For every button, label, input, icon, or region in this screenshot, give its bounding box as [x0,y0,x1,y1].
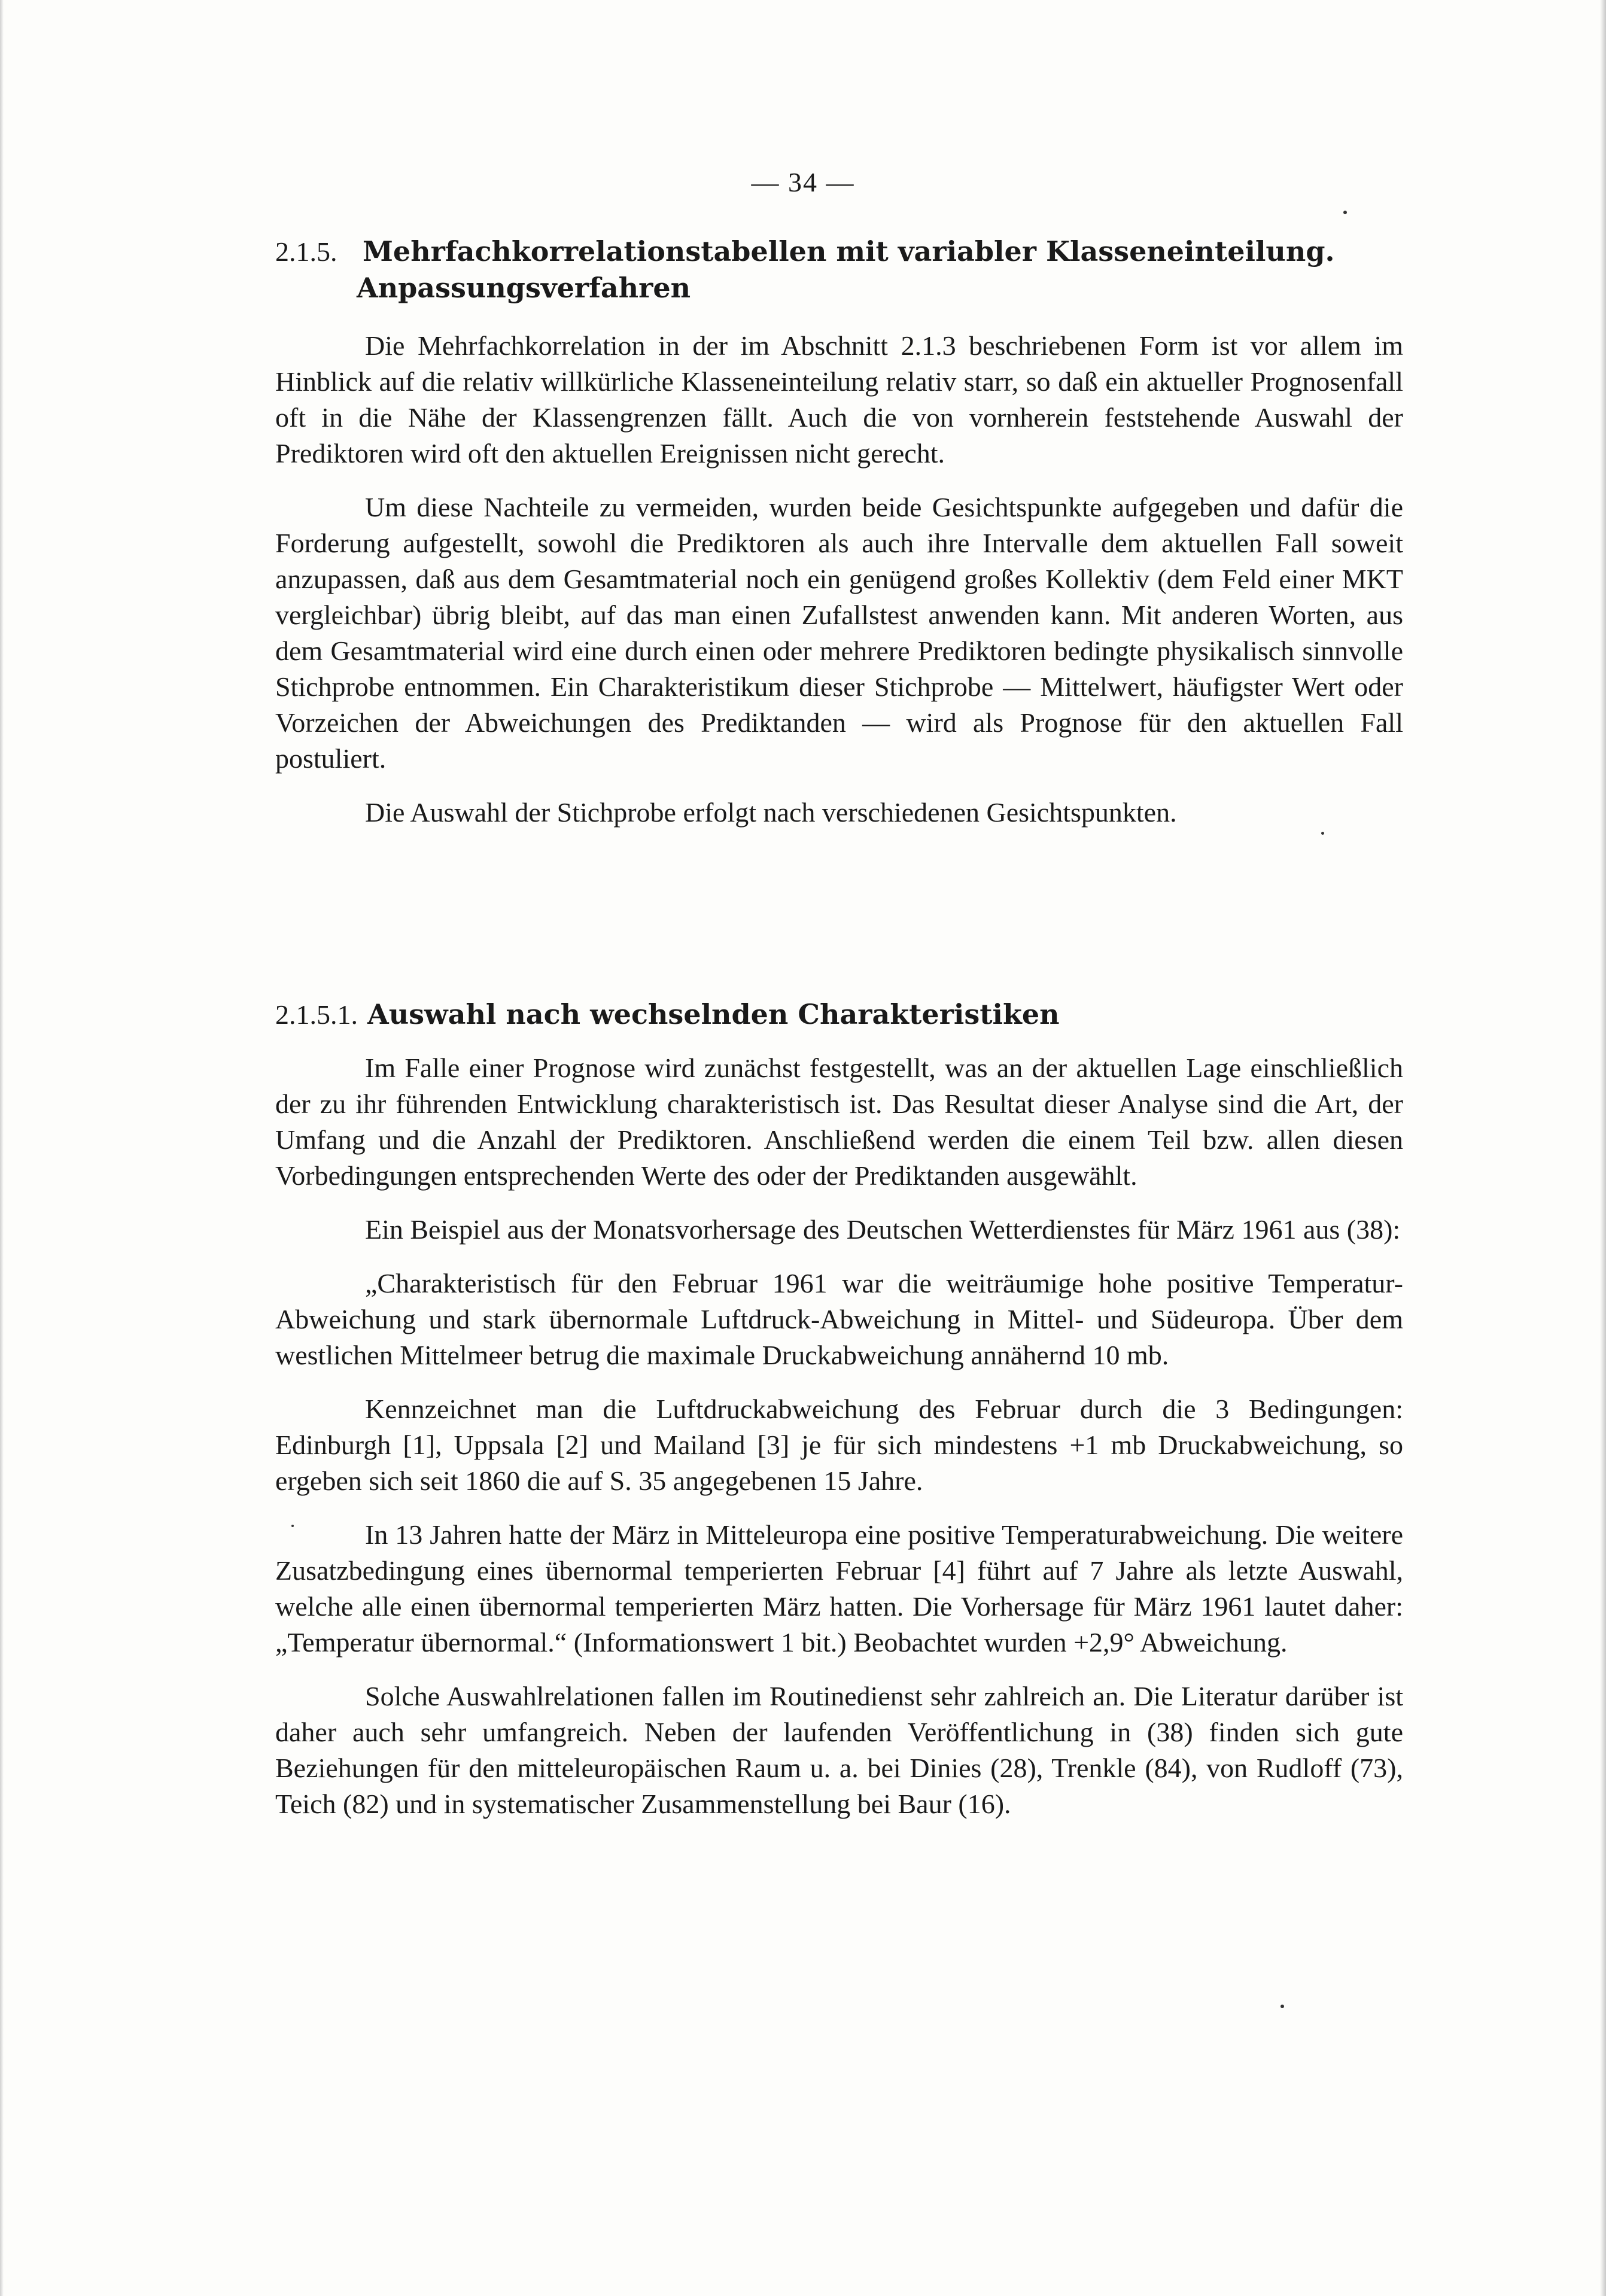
scan-edge-right [1600,0,1606,2296]
section-number: 2.1.5. [275,236,337,267]
paragraph: Kennzeichnet man die Luftdruckabweichung des Februar durch die 3 Bedingungen: Edinburgh [1], Uppsala [2] und Mailand [3] je für sich mindestens +1 mb Druckabweichung, so ergeben sich seit 1860 die auf S. 35 angegebenen 15 Jahre. [275,1394,1403,1496]
paragraph: In 13 Jahren hatte der März in Mitteleuropa eine positive Temperaturabweichung. Die weitere Zusatzbedingung eines übernormal temperierten Februar [4] führt auf 7 Jahre als letzte Auswahl, welche alle einen übernormal temperierten März hatten. Die Vorhersage für März 1961 lautet daher: „Temperatur übernormal.“ (Informationswert 1 bit.) Beobachtet wurden +2,9° Abweichung. [275,1519,1403,1658]
scan-edge-left [0,0,4,2296]
section-title: Auswahl nach wechselnden Charakteristiken [367,998,1060,1030]
scan-speck [1321,832,1324,835]
section-body-2-1-5 [275,328,1403,831]
section-heading-2-1-5-1 [275,996,1403,1033]
section-title-line2: Anpassungsverfahren [357,272,691,304]
paragraph: Die Auswahl der Stichprobe erfolgt nach verschiedenen Gesichtspunkten. [365,797,1177,828]
scan-speck [291,1525,294,1527]
scan-speck [1343,211,1347,214]
section-title-line1: Mehrfachkorrelationstabellen mit variabler Klasseneinteilung. [363,235,1335,267]
paragraph: Die Mehrfachkorrelation in der im Abschnitt 2.1.3 beschriebenen Form ist vor allem im Hinblick auf die relativ willkürliche Klasseneinteilung relativ starr, so daß ein aktueller Prognosenfall oft in die Nähe der Klassengrenzen fällt. Auch die von vornherein feststehende Auswahl der Prediktoren wird oft den aktuellen Ereignissen nicht gerecht. [275,330,1403,469]
paragraph: Ein Beispiel aus der Monatsvorhersage des Deutschen Wetterdienstes für März 1961 aus (38): [365,1214,1401,1245]
section-number: 2.1.5.1. [275,999,358,1030]
scan-speck [1280,2005,1284,2008]
section-heading-2-1-5 [275,233,1403,306]
section-body-2-1-5-1 [275,1050,1403,1822]
paragraph: Im Falle einer Prognose wird zunächst festgestellt, was an der aktuellen Lage einschließlich der zu ihr führenden Entwicklung charakteristisch ist. Das Resultat dieser Analyse sind die Art, der Umfang und die Anzahl der Prediktoren. Anschließend werden die einem Teil bzw. allen diesen Vorbedingungen entsprechenden Werte des oder der Prediktanden ausgewählt. [275,1053,1403,1191]
quote-paragraph: „Charakteristisch für den Februar 1961 war die weiträumige hohe positive Temperatur-Abweichung und stark übernormale Luftdruck-Abweichung in Mittel- und Südeuropa. Über dem westlichen Mittelmeer betrug die maximale Druckabweichung annähernd 10 mb. [275,1268,1403,1370]
page-number: — 34 — [751,167,855,197]
paragraph: Um diese Nachteile zu vermeiden, wurden beide Gesichtspunkte aufgegeben und dafür die Forderung aufgestellt, sowohl die Prediktoren als auch ihre Intervalle dem aktuellen Fall soweit anzupassen, daß aus dem Gesamtmaterial noch ein genügend großes Kollektiv (dem Feld einer MKT vergleichbar) übrig bleibt, auf das man einen Zufallstest anwenden kann. Mit anderen Worten, aus dem Gesamtmaterial wird eine durch einen oder mehrere Prediktoren bedingte physikalisch sinnvolle Stichprobe entnommen. Ein Charakteristikum dieser Stichprobe — Mittelwert, häufigster Wert oder Vorzeichen der Abweichungen des Prediktanden — wird als Prognose für den aktuellen Fall postuliert. [275,492,1403,774]
paragraph: Solche Auswahlrelationen fallen im Routinedienst sehr zahlreich an. Die Literatur darüber ist daher auch sehr umfangreich. Neben der laufenden Veröffentlichung in (38) finden sich gute Beziehungen für den mitteleuropäischen Raum u. a. bei Dinies (28), Trenkle (84), von Rudloff (73), Teich (82) und in systematischer Zusammenstellung bei Baur (16). [275,1681,1403,1819]
